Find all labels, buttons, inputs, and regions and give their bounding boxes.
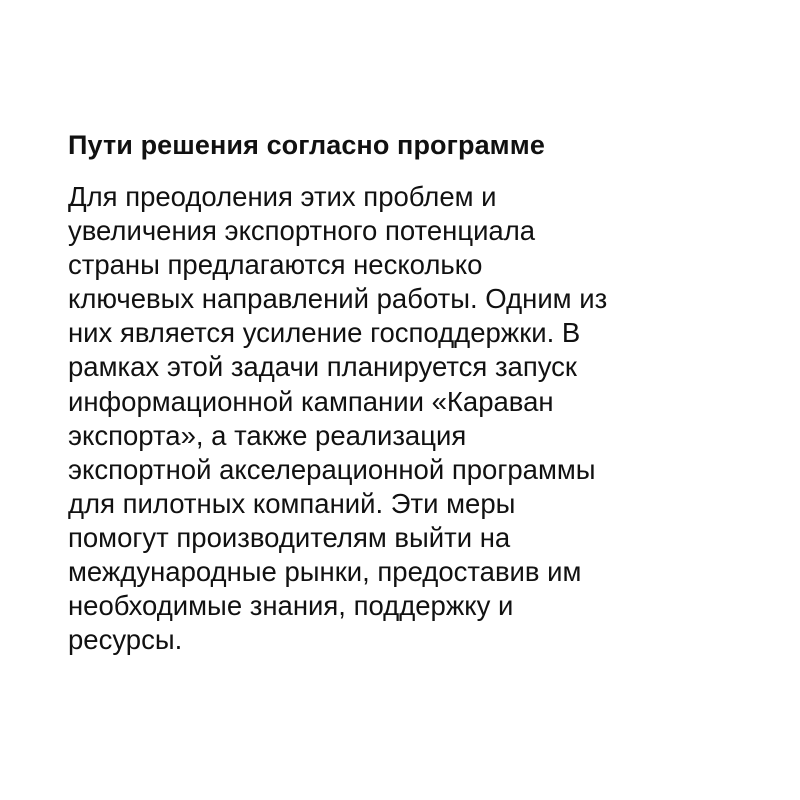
paragraph-line: помогут производителям выйти на — [68, 521, 511, 553]
paragraph-line: ресурсы. — [68, 624, 183, 656]
paragraph-line: информационной кампании «Караван — [68, 385, 554, 417]
paragraph-line: них является усиление господдержки. В — [68, 317, 581, 349]
paragraph-line: необходимые знания, поддержку и — [68, 590, 514, 622]
paragraph-line: рамках этой задачи планируется запуск — [68, 351, 577, 383]
paragraph-line: Для преодоления этих проблем и — [68, 181, 497, 212]
paragraph-line: для пилотных компаний. Эти меры — [68, 487, 516, 519]
paragraph-line: экспорта», а также реализация — [68, 419, 467, 451]
paragraph-line: увеличения экспортного потенциала — [68, 215, 536, 247]
paragraph-line: международные рынки, предоставив им — [68, 556, 582, 588]
paragraph-line: экспортной акселерационной программы — [68, 453, 596, 485]
body-paragraph — [68, 180, 748, 657]
section-heading: Пути решения согласно программе — [68, 130, 545, 160]
paragraph-line: ключевых направлений работы. Одним из — [68, 283, 608, 315]
paragraph-line: страны предлагаются несколько — [68, 249, 483, 281]
text-card — [68, 124, 748, 657]
